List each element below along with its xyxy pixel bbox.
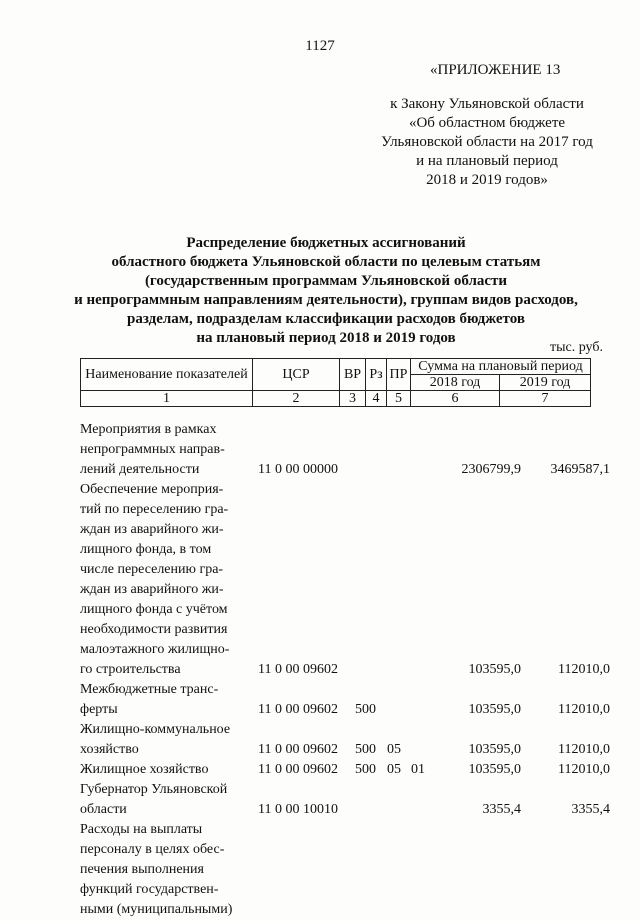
- row-name-line: Мероприятия в рамках: [80, 422, 217, 437]
- budget-table-body: [80, 420, 610, 920]
- budget-table-header: [80, 358, 591, 407]
- row-name-line: необходимости развития: [80, 622, 228, 637]
- row-vr: 500: [355, 702, 376, 717]
- row-name-line: Жилищно-коммунальное: [80, 722, 231, 737]
- header-pr: ПР: [387, 359, 411, 391]
- row-name-line: Межбюджетные транс-: [80, 682, 219, 697]
- table-row: [80, 680, 610, 720]
- table-row: [80, 760, 610, 780]
- row-name-line: функций государствен-: [80, 882, 219, 897]
- row-name-line: тий по переселению гра-: [80, 502, 229, 517]
- row-rz: 05: [387, 742, 401, 757]
- row-name: [80, 420, 251, 480]
- table-row: [80, 820, 610, 920]
- row-name-line: малоэтажного жилищно-: [80, 642, 230, 657]
- table-row: [80, 420, 610, 480]
- row-vr: 500: [355, 762, 376, 777]
- row-name-line: лищного фонда, в том: [80, 542, 212, 557]
- header-sum: Сумма на плановый период: [411, 359, 591, 375]
- row-name-line: лений деятельности: [80, 462, 200, 477]
- table-row: [80, 720, 610, 760]
- row-2018: 3355,4: [482, 802, 521, 817]
- row-name: [80, 480, 251, 680]
- table-row: [80, 480, 610, 680]
- row-name: [80, 780, 251, 820]
- row-name-line: Жилищное хозяйство: [80, 762, 209, 777]
- row-name-line: Обеспечение мероприя-: [80, 482, 224, 497]
- appendix-title: «ПРИЛОЖЕНИЕ 13: [430, 62, 561, 78]
- header-name: Наименование показателей: [81, 359, 253, 391]
- column-number: 3: [340, 391, 366, 407]
- row-2019: 112010,0: [558, 662, 610, 677]
- table-row: [80, 780, 610, 820]
- row-name-line: ждан из аварийного жи-: [80, 522, 224, 537]
- row-name: [80, 680, 251, 720]
- column-number: 5: [387, 391, 411, 407]
- page-number: 1127: [305, 38, 335, 54]
- row-pr: 01: [411, 762, 425, 777]
- row-name-line: хозяйство: [80, 742, 139, 757]
- column-number: 1: [81, 391, 253, 407]
- column-number: 2: [253, 391, 340, 407]
- row-2019: 112010,0: [558, 702, 610, 717]
- title-line: Распределение бюджетных ассигнований: [186, 235, 466, 251]
- units-label: тыс. руб.: [550, 340, 603, 355]
- row-2018: 103595,0: [468, 702, 521, 717]
- appendix-line: Ульяновской области на 2017 год: [381, 134, 593, 150]
- appendix-lines: [370, 95, 604, 190]
- appendix-line: и на плановый период: [416, 153, 558, 169]
- title-line: на плановый период 2018 и 2019 годов: [196, 330, 456, 346]
- row-vr: 500: [355, 742, 376, 757]
- row-csr: 11 0 00 00000: [258, 462, 338, 477]
- row-2019: 112010,0: [558, 742, 610, 757]
- header-2019: 2019 год: [500, 375, 591, 391]
- appendix-line: «Об областном бюджете: [408, 115, 566, 131]
- appendix-line: 2018 и 2019 годов»: [426, 172, 548, 188]
- row-name: [80, 720, 251, 760]
- row-csr: 11 0 00 09602: [258, 762, 338, 777]
- row-2018: 103595,0: [468, 662, 521, 677]
- row-name-line: ждан из аварийного жи-: [80, 582, 224, 597]
- appendix-line: к Закону Ульяновской области: [390, 96, 584, 112]
- row-2018: 103595,0: [468, 762, 521, 777]
- row-name-line: печения выполнения: [80, 862, 204, 877]
- row-name-line: го строительства: [80, 662, 181, 677]
- row-name-line: ферты: [80, 702, 118, 717]
- column-number: 6: [411, 391, 500, 407]
- row-name-line: Расходы на выплаты: [80, 822, 203, 837]
- header-vr: ВР: [340, 359, 366, 391]
- title-line: областного бюджета Ульяновской области по целевым статьям: [111, 254, 541, 270]
- row-csr: 11 0 00 09602: [258, 742, 338, 757]
- row-name-line: персоналу в целях обес-: [80, 842, 225, 857]
- row-csr: 11 0 00 10010: [258, 802, 338, 817]
- row-name-line: непрограммных направ-: [80, 442, 225, 457]
- row-2019: 3355,4: [571, 802, 610, 817]
- row-name-line: числе переселению гра-: [80, 562, 224, 577]
- row-csr: 11 0 00 09602: [258, 702, 338, 717]
- column-number: 4: [366, 391, 387, 407]
- row-2019: 112010,0: [558, 762, 610, 777]
- header-csr: ЦСР: [253, 359, 340, 391]
- document-title: [70, 234, 582, 348]
- row-csr: 11 0 00 09602: [258, 662, 338, 677]
- row-name-line: Губернатор Ульяновской: [80, 782, 228, 797]
- row-name-line: области: [80, 802, 127, 817]
- title-line: (государственным программам Ульяновской области: [144, 273, 508, 289]
- row-name: [80, 820, 251, 920]
- row-2018: 2306799,9: [461, 462, 521, 477]
- row-2018: 103595,0: [468, 742, 521, 757]
- row-name: [80, 760, 251, 780]
- title-line: и непрограммным направлениям деятельности), группам видов расходов,: [74, 292, 578, 308]
- header-2018: 2018 год: [411, 375, 500, 391]
- title-line: разделам, подразделам классификации расходов бюджетов: [127, 311, 525, 327]
- column-number: 7: [500, 391, 591, 407]
- row-2019: 3469587,1: [550, 462, 610, 477]
- row-name-line: лищного фонда с учётом: [80, 602, 228, 617]
- header-rz: Рз: [366, 359, 387, 391]
- row-rz: 05: [387, 762, 401, 777]
- row-name-line: ными (муниципальными): [80, 902, 233, 917]
